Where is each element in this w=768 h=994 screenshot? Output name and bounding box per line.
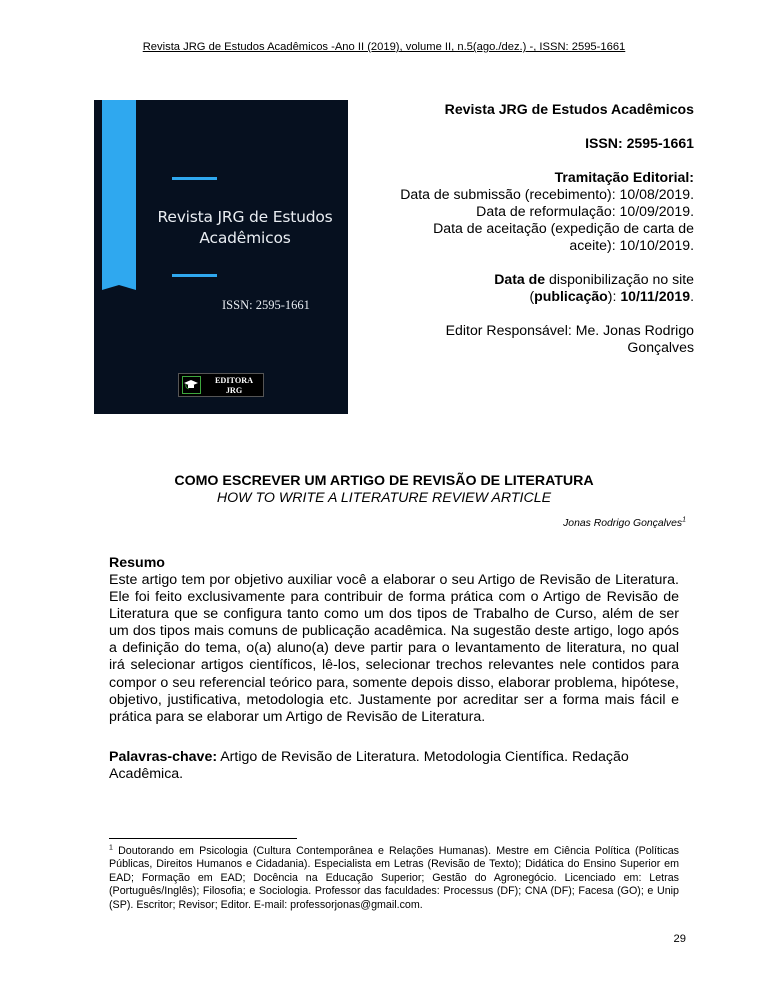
abstract-heading: Resumo	[109, 555, 165, 571]
footnote-ref[interactable]: 1	[682, 516, 686, 524]
responsible-editor-line1: Editor Responsável: Me. Jonas Rodrigo	[445, 322, 694, 338]
footnote-mark: 1	[109, 844, 113, 852]
editorial-info	[374, 100, 694, 356]
acceptance-date-line1: Data de aceitação (expedição de carta de	[433, 220, 694, 236]
abstract-text: Este artigo tem por objetivo auxiliar você a elaborar o seu Artigo de Revisão de Literatura. Ele foi feito exclusivamente para contribuir de forma prática com o Artigo de Revisão de Literatura que se configura tanto como um dos tipos de Trabalho de Curso, além de ser um dos tipos mais comuns de publicação acadêmica. Na sugestão deste artigo, logo após a definição do tema, o(a) aluno(a) deve partir para o levantamento de literatura, no qual irá selecionar artigos científicos, lê-los, selecionar trechos relevantes nele contidos para compor o seu referencial teórico para, somente depois disso, elaborar problema, hipótese, objetivo, justificativa, metodologia etc. Justamente por acreditar ser a forma mais fácil e prática para se elaborar um Artigo de Revisão de Literatura.	[109, 572, 679, 725]
article-title: COMO ESCREVER UM ARTIGO DE REVISÃO DE LITERATURA	[174, 473, 594, 489]
article-title-english: HOW TO WRITE A LITERATURE REVIEW ARTICLE	[216, 490, 552, 506]
journal-name: Revista JRG de Estudos Acadêmicos	[444, 101, 694, 117]
responsible-editor-line2: Gonçalves	[627, 339, 694, 355]
submission-date: Data de submissão (recebimento): 10/08/2019.	[400, 186, 694, 202]
publication-date: 10/11/2019	[620, 288, 691, 304]
availability-date-line2	[374, 288, 694, 305]
logo-line: EDITORA	[214, 376, 254, 385]
tramitacao-heading: Tramitação Editorial:	[554, 169, 694, 185]
revision-date: Data de reformulação: 10/09/2019.	[476, 203, 694, 219]
keywords	[109, 749, 684, 783]
page-number: 29	[673, 933, 686, 945]
cover-title	[142, 207, 348, 249]
cover-title-line: Acadêmicos	[199, 229, 291, 247]
paren-open: (	[529, 288, 535, 304]
author-text: Jonas Rodrigo Gonçalves	[563, 518, 683, 529]
publication-label: publicação	[534, 288, 608, 304]
logo-line: JRG	[225, 385, 243, 395]
cover-divider-bottom	[172, 274, 217, 277]
cover-issn: ISSN: 2595-1661	[222, 298, 310, 312]
keywords-text: Artigo de Revisão de Literatura. Metodologia Científica. Redação Acadêmica.	[109, 749, 629, 782]
journal-issn: ISSN: 2595-1661	[585, 135, 694, 151]
author-name	[563, 517, 686, 530]
availability-date-line1	[374, 271, 694, 288]
keywords-label: Palavras-chave:	[109, 749, 218, 765]
availability-label: Data de	[494, 271, 546, 287]
acceptance-date-line2: aceite): 10/10/2019.	[569, 237, 694, 253]
cover-title-line: Revista JRG de Estudos	[157, 208, 333, 226]
bookmark-ribbon-icon	[94, 100, 141, 290]
editora-logo	[178, 373, 264, 397]
cover-divider-top	[172, 177, 217, 180]
footnote-text: Doutorando em Psicologia (Cultura Contemporânea e Relações Humanas). Mestre em Ciência Política (Políticas Públicas, Direitos Humanos e Cidadania). Especialista em Letras (Revisão de Texto); Didática do Ensino Superior em EAD; Formação em EAD; Docência na Educação Superior; Gestão do Agronegócio. Licenciado em: Letras (Português/Inglês); Filosofia; e Sociologia. Professor das faculdades: Processus (DF); CNA (DF); Facesa (GO); e Unip (SP). Escritor; Revisor; Editor. E-mail: professorjonas@gmail.com.	[109, 845, 679, 911]
footnote-separator	[109, 838, 297, 839]
running-head	[0, 40, 768, 54]
footnote	[109, 845, 679, 912]
period: .	[690, 288, 694, 304]
running-head-text: Revista JRG de Estudos Acadêmicos -Ano II (2019), volume II, n.5(ago./dez.) -, ISSN: 2595-1661	[142, 41, 626, 53]
editora-logo-text	[205, 376, 263, 395]
paren-close: ):	[607, 288, 621, 304]
journal-cover-image	[94, 100, 348, 414]
graduation-cap-icon	[182, 376, 201, 394]
availability-text: disponibilização no site	[545, 271, 694, 287]
